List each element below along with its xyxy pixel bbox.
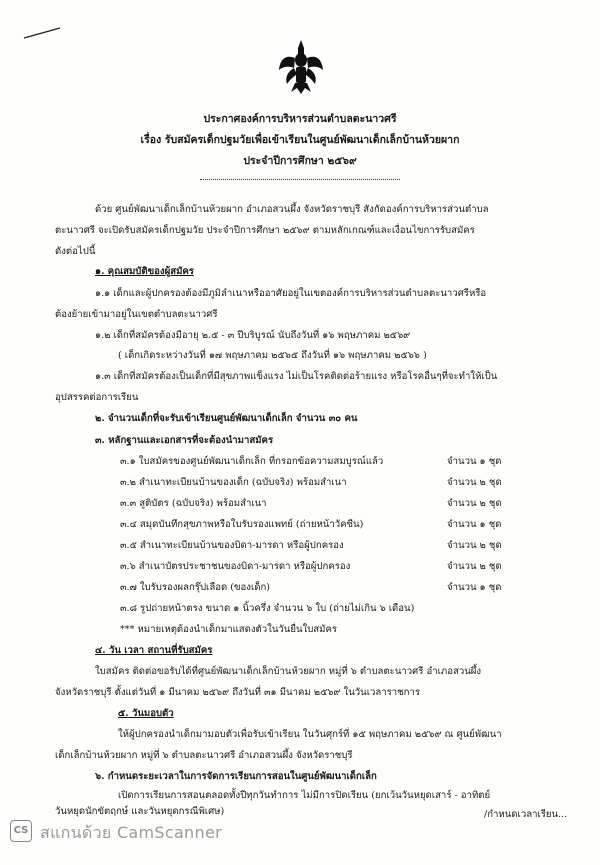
section-text: จังหวัดราชบุรี ตั้งแต่วันที่ ๑ มีนาคม ๒๕๖๙ ถึงวันที่ ๓๑ มีนาคม ๒๕๖๙ ในวันเวลาราชการ [55,687,421,698]
section-text: ๑.๑ เด็กและผู้ปกครองต้องมีภูมิลำเนาหรืออาศัยอยู่ในเขตองค์การบริหารส่วนตำบลตะนาวศรีหรือ [95,288,487,299]
section-heading: ๕. วันมอบตัว [118,708,174,719]
document-item: ๓.๒ สำเนาทะเบียนบ้านของเด็ก (ฉบับจริง) พร้อมสำเนา [120,477,347,488]
section-heading: ๒. จำนวนเด็กที่จะรับเข้าเรียนศูนย์พัฒนาเด็กเล็ก จำนวน ๓๐ คน [95,413,358,424]
section-text: เปิดการเรียนการสอนตลอดทั้งปีทุกวันทำการ ไม่มีการปิดเรียน (ยกเว้นวันหยุดเสาร์ - อาทิตย์ [118,790,491,801]
camscanner-watermark: สแกนด้วย CamScanner [40,823,222,842]
camscanner-logo-icon: CS [10,820,32,842]
document-quantity: จำนวน ๒ ชุด [447,477,502,488]
section-text: วันหยุดนักขัตฤกษ์ และวันหยุดกรณีพิเศษ) [55,806,225,817]
document-item: ๓.๑ ใบสมัครของศูนย์พัฒนาเด็กเล็ก ที่กรอกข้อความสมบูรณ์แล้ว [120,456,384,467]
section-text: ให้ผู้ปกครองนำเด็กมามอบตัวเพื่อรับเข้าเรียน ในวันศุกร์ที่ ๑๕ พฤษภาคม ๒๕๖๙ ณ ศูนย์พัฒนา [118,729,502,740]
section-heading: ๖. กำหนดระยะเวลาในการจัดการเรียนการสอนในศูนย์พัฒนาเด็กเล็ก [95,771,377,782]
garuda-emblem-icon [277,38,325,98]
section-text: ( เด็กเกิดระหว่างวันที่ ๑๗ พฤษภาคม ๒๕๖๕ ถึงวันที่ ๑๖ พฤษภาคม ๒๕๖๖ ) [118,350,427,361]
dotted-divider [200,177,400,180]
section-text: ใบสมัคร ติดต่อขอรับได้ที่ศูนย์พัฒนาเด็กเล็กบ้านห้วยผาก หมู่ที่ ๖ ตำบลตะนาวศรี อำเภอสวนผึ้ง [95,666,482,677]
document-quantity: จำนวน ๒ ชุด [447,540,502,551]
section-heading: ๔. วัน เวลา สถานที่รับสมัคร [95,645,213,656]
intro-line: ด้วย ศูนย์พัฒนาเด็กเล็กบ้านห้วยผาก อำเภอสวนผึ้ง จังหวัดราชบุรี สังกัดองค์การบริหารส่วนตำบล [95,204,489,215]
document-item: ๓.๗ ใบรับรองผลกรุ๊ปเลือด (ของเด็ก) [120,582,271,593]
document-quantity: จำนวน ๒ ชุด [447,498,502,509]
document-item: ๓.๓ สูติบัตร (ฉบับจริง) พร้อมสำเนา [120,498,267,509]
section-heading: ๑. คุณสมบัติของผู้สมัคร [95,266,194,277]
document-item: ๓.๖ สำเนาบัตรประชาชนของบิดา-มารดา หรือผู้ปกครอง [120,561,351,572]
continuation-text: /กำหนดเวลาเรียน... [484,809,568,820]
document-item: ๓.๕ สำเนาทะเบียนบ้านของบิดา-มารดา หรือผู้ปกครอง [120,540,344,551]
document-note: *** หมายเหตุต้องนำเด็กมาแสดงตัวในวันยื่นใบสมัคร [120,624,338,635]
intro-line: ตะนาวศรี จะเปิดรับสมัครเด็กปฐมวัย ประจำปีการศึกษา ๒๕๖๙ ตามหลักเกณฑ์และเงื่อนไขการรับสมัคร [55,225,475,236]
pen-stroke-mark [22,26,62,40]
section-text: อุปสรรคต่อการเรียน [55,392,139,403]
section-text: ต้องย้ายเข้ามาอยู่ในเขตตำบลตะนาวศรี [55,309,218,320]
document-quantity: จำนวน ๑ ชุด [447,519,502,530]
document-item: ๓.๔ สมุดบันทึกสุขภาพหรือใบรับรองแพทย์ (ถ่ายหน้าวัคซีน) [120,519,364,530]
intro-line: ดังต่อไปนี้ [55,246,96,257]
announcement-title: ประกาศองค์การบริหารส่วนตำบลตะนาวศรี [203,113,397,125]
document-quantity: จำนวน ๑ ชุด [447,456,502,467]
academic-year: ประจำปีการศึกษา ๒๕๖๙ [243,155,357,167]
section-text: ๑.๒ เด็กที่สมัครต้องมีอายุ ๒.๕ - ๓ ปีบริบูรณ์ นับถึงวันที่ ๑๖ พฤษภาคม ๒๕๖๙ [95,330,411,341]
document-quantity: จำนวน ๒ ชุด [447,561,502,572]
announcement-subject: เรื่อง รับสมัครเด็กปฐมวัยเพื่อเข้าเรียนในศูนย์พัฒนาเด็กเล็กบ้านห้วยผาก [140,134,460,146]
document-item: ๓.๘ รูปถ่ายหน้าตรง ขนาด ๑ นิ้วครึ่ง จำนวน ๖ ใบ (ถ่ายไม่เกิน ๖ เดือน) [120,603,415,614]
section-text: เด็กเล็กบ้านห้วยผาก หมู่ที่ ๖ ตำบลตะนาวศรี อำเภอสวนผึ้ง จังหวัดราชบุรี [55,750,353,761]
section-text: ๑.๓ เด็กที่สมัครต้องเป็นเด็กที่มีสุขภาพแข็งแรง ไม่เป็นโรคติดต่อร้ายแรง หรือโรคอื่นๆที่จะทำให้เป็น [95,371,498,382]
document-quantity: จำนวน ๑ ชุด [447,582,502,593]
section-heading: ๓. หลักฐานและเอกสารที่จะต้องนำมาสมัคร [95,435,274,446]
